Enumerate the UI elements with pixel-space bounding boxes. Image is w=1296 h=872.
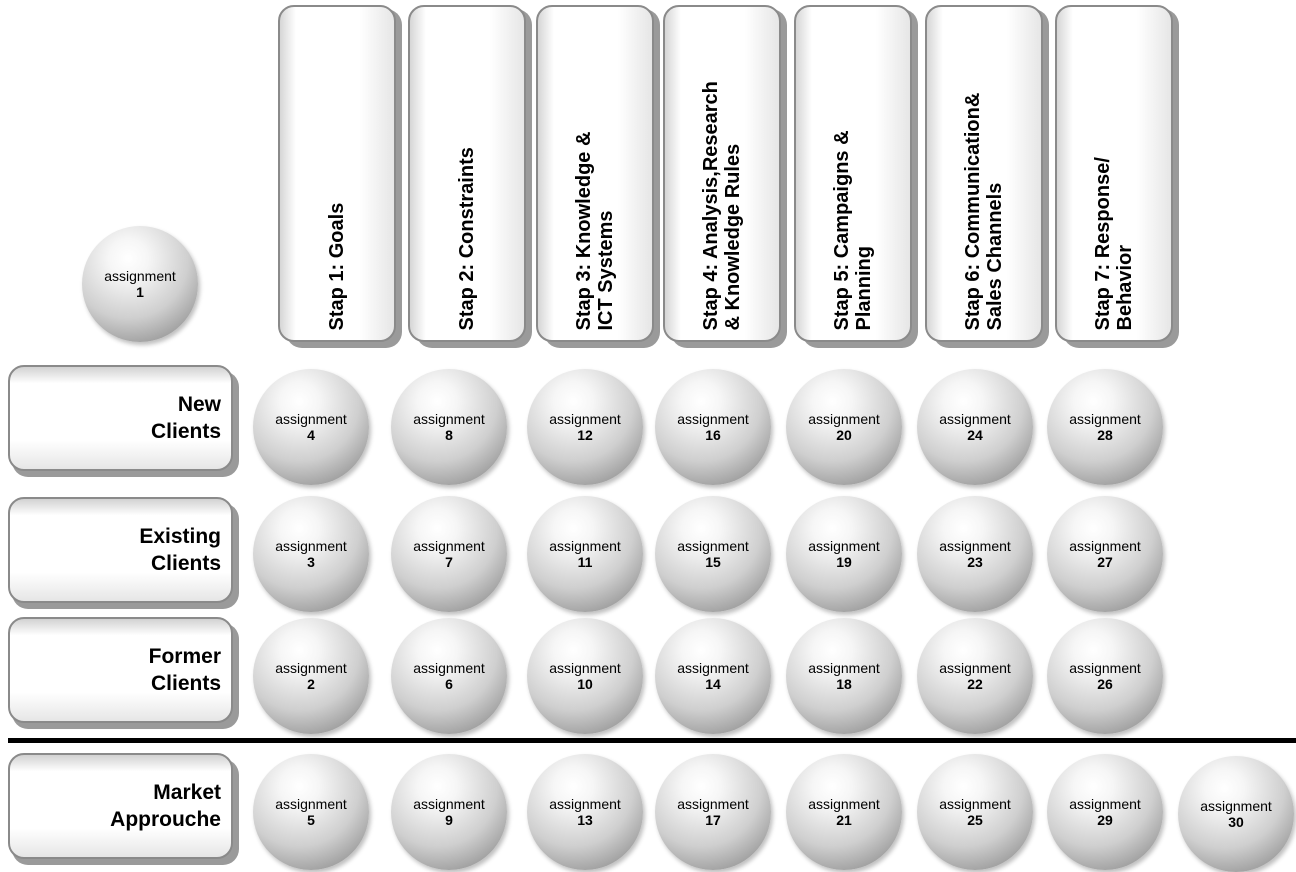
column-header-label: Stap 7: Response/ Behavior bbox=[1092, 156, 1136, 330]
assignment-number: 7 bbox=[445, 554, 453, 570]
assignment-sphere-6 bbox=[391, 618, 507, 734]
assignment-sphere-22 bbox=[917, 618, 1033, 734]
assignment-number: 18 bbox=[836, 676, 852, 692]
column-header-label: Stap 6: Communication& Sales Channels bbox=[962, 92, 1006, 330]
column-header-stap-2 bbox=[408, 5, 526, 342]
assignment-number: 17 bbox=[705, 812, 721, 828]
assignment-number: 23 bbox=[967, 554, 983, 570]
assignment-sphere-26 bbox=[1047, 618, 1163, 734]
assignment-sphere-18 bbox=[786, 618, 902, 734]
assignment-number: 25 bbox=[967, 812, 983, 828]
column-header-stap-1 bbox=[278, 5, 396, 342]
assignment-number: 19 bbox=[836, 554, 852, 570]
assignment-number: 9 bbox=[445, 812, 453, 828]
assignment-label: assignment bbox=[1069, 796, 1141, 812]
assignment-sphere-11 bbox=[527, 496, 643, 612]
assignment-sphere-15 bbox=[655, 496, 771, 612]
assignment-label: assignment bbox=[939, 411, 1011, 427]
row-header-existing bbox=[8, 497, 233, 603]
assignment-sphere-7 bbox=[391, 496, 507, 612]
assignment-number: 24 bbox=[967, 427, 983, 443]
column-header-label: Stap 5: Campaigns & Planning bbox=[831, 129, 875, 330]
assignment-label: assignment bbox=[677, 411, 749, 427]
assignment-label: assignment bbox=[808, 411, 880, 427]
assignment-number: 8 bbox=[445, 427, 453, 443]
assignment-number: 1 bbox=[136, 284, 144, 300]
assignment-sphere-19 bbox=[786, 496, 902, 612]
assignment-number: 16 bbox=[705, 427, 721, 443]
row-header-new bbox=[8, 365, 233, 471]
assignment-number: 11 bbox=[577, 554, 593, 570]
assignment-number: 2 bbox=[307, 676, 315, 692]
assignment-number: 27 bbox=[1097, 554, 1113, 570]
assignment-sphere-14 bbox=[655, 618, 771, 734]
assignment-sphere-24 bbox=[917, 369, 1033, 485]
assignment-sphere-4 bbox=[253, 369, 369, 485]
assignment-label: assignment bbox=[1069, 411, 1141, 427]
assignment-sphere-16 bbox=[655, 369, 771, 485]
assignment-label: assignment bbox=[549, 538, 621, 554]
column-header-label: Stap 2: Constraints bbox=[456, 146, 478, 330]
assignment-sphere-29 bbox=[1047, 754, 1163, 870]
assignment-sphere-17 bbox=[655, 754, 771, 870]
assignment-label: assignment bbox=[275, 796, 347, 812]
assignment-label: assignment bbox=[677, 660, 749, 676]
assignment-label: assignment bbox=[549, 660, 621, 676]
assignment-number: 12 bbox=[577, 427, 593, 443]
assignment-label: assignment bbox=[275, 538, 347, 554]
assignment-number: 10 bbox=[577, 676, 593, 692]
assignment-sphere-8 bbox=[391, 369, 507, 485]
assignment-label: assignment bbox=[808, 660, 880, 676]
row-header-label: Market Approuche bbox=[110, 781, 221, 831]
assignment-sphere-9 bbox=[391, 754, 507, 870]
assignment-label: assignment bbox=[275, 660, 347, 676]
assignment-number: 26 bbox=[1097, 676, 1113, 692]
assignment-number: 6 bbox=[445, 676, 453, 692]
assignment-label: assignment bbox=[939, 538, 1011, 554]
assignment-number: 29 bbox=[1097, 812, 1113, 828]
assignment-sphere-12 bbox=[527, 369, 643, 485]
assignment-label: assignment bbox=[413, 411, 485, 427]
column-header-stap-6 bbox=[925, 5, 1043, 342]
assignment-label: assignment bbox=[1069, 660, 1141, 676]
assignment-label: assignment bbox=[413, 796, 485, 812]
assignment-number: 4 bbox=[307, 427, 315, 443]
assignment-label: assignment bbox=[549, 411, 621, 427]
assignment-label: assignment bbox=[413, 538, 485, 554]
assignment-label: assignment bbox=[1069, 538, 1141, 554]
assignment-label: assignment bbox=[939, 660, 1011, 676]
assignment-label: assignment bbox=[939, 796, 1011, 812]
assignment-number: 22 bbox=[967, 676, 983, 692]
assignment-sphere-3 bbox=[253, 496, 369, 612]
assignment-label: assignment bbox=[677, 538, 749, 554]
assignment-number: 14 bbox=[705, 676, 721, 692]
column-header-label: Stap 4: Analysis,Research & Knowledge Rules bbox=[700, 80, 744, 330]
row-header-label: New Clients bbox=[150, 393, 221, 443]
assignment-label: assignment bbox=[275, 411, 347, 427]
assignment-sphere-5 bbox=[253, 754, 369, 870]
assignment-number: 3 bbox=[307, 554, 315, 570]
row-header-label: Former Clients bbox=[148, 645, 221, 695]
assignment-sphere-2 bbox=[253, 618, 369, 734]
assignment-number: 20 bbox=[836, 427, 852, 443]
column-header-stap-3 bbox=[536, 5, 654, 342]
row-header-label: Existing Clients bbox=[139, 525, 221, 575]
assignment-label: assignment bbox=[104, 268, 176, 284]
assignment-number: 5 bbox=[307, 812, 315, 828]
assignment-label: assignment bbox=[677, 796, 749, 812]
section-divider bbox=[8, 738, 1296, 743]
column-header-stap-4 bbox=[663, 5, 781, 342]
column-header-label: Stap 3: Knowledge & ICT Systems bbox=[573, 131, 617, 330]
assignment-sphere-10 bbox=[527, 618, 643, 734]
assignment-sphere-20 bbox=[786, 369, 902, 485]
assignment-sphere-13 bbox=[527, 754, 643, 870]
assignment-sphere-23 bbox=[917, 496, 1033, 612]
column-header-label: Stap 1: Goals bbox=[326, 202, 348, 330]
column-header-stap-7 bbox=[1055, 5, 1173, 342]
column-header-stap-5 bbox=[794, 5, 912, 342]
assignment-sphere-30 bbox=[1178, 756, 1294, 872]
assignment-sphere-28 bbox=[1047, 369, 1163, 485]
assignment-number: 30 bbox=[1228, 814, 1244, 830]
assignment-label: assignment bbox=[808, 796, 880, 812]
assignment-number: 28 bbox=[1097, 427, 1113, 443]
assignment-sphere-25 bbox=[917, 754, 1033, 870]
assignment-label: assignment bbox=[1200, 798, 1272, 814]
assignment-sphere-27 bbox=[1047, 496, 1163, 612]
row-header-market bbox=[8, 753, 233, 859]
assignment-label: assignment bbox=[549, 796, 621, 812]
assignment-number: 21 bbox=[836, 812, 852, 828]
assignment-sphere-21 bbox=[786, 754, 902, 870]
assignment-sphere-1 bbox=[82, 226, 198, 342]
assignment-label: assignment bbox=[413, 660, 485, 676]
row-header-former bbox=[8, 617, 233, 723]
assignment-number: 15 bbox=[705, 554, 721, 570]
assignment-number: 13 bbox=[577, 812, 593, 828]
assignment-label: assignment bbox=[808, 538, 880, 554]
